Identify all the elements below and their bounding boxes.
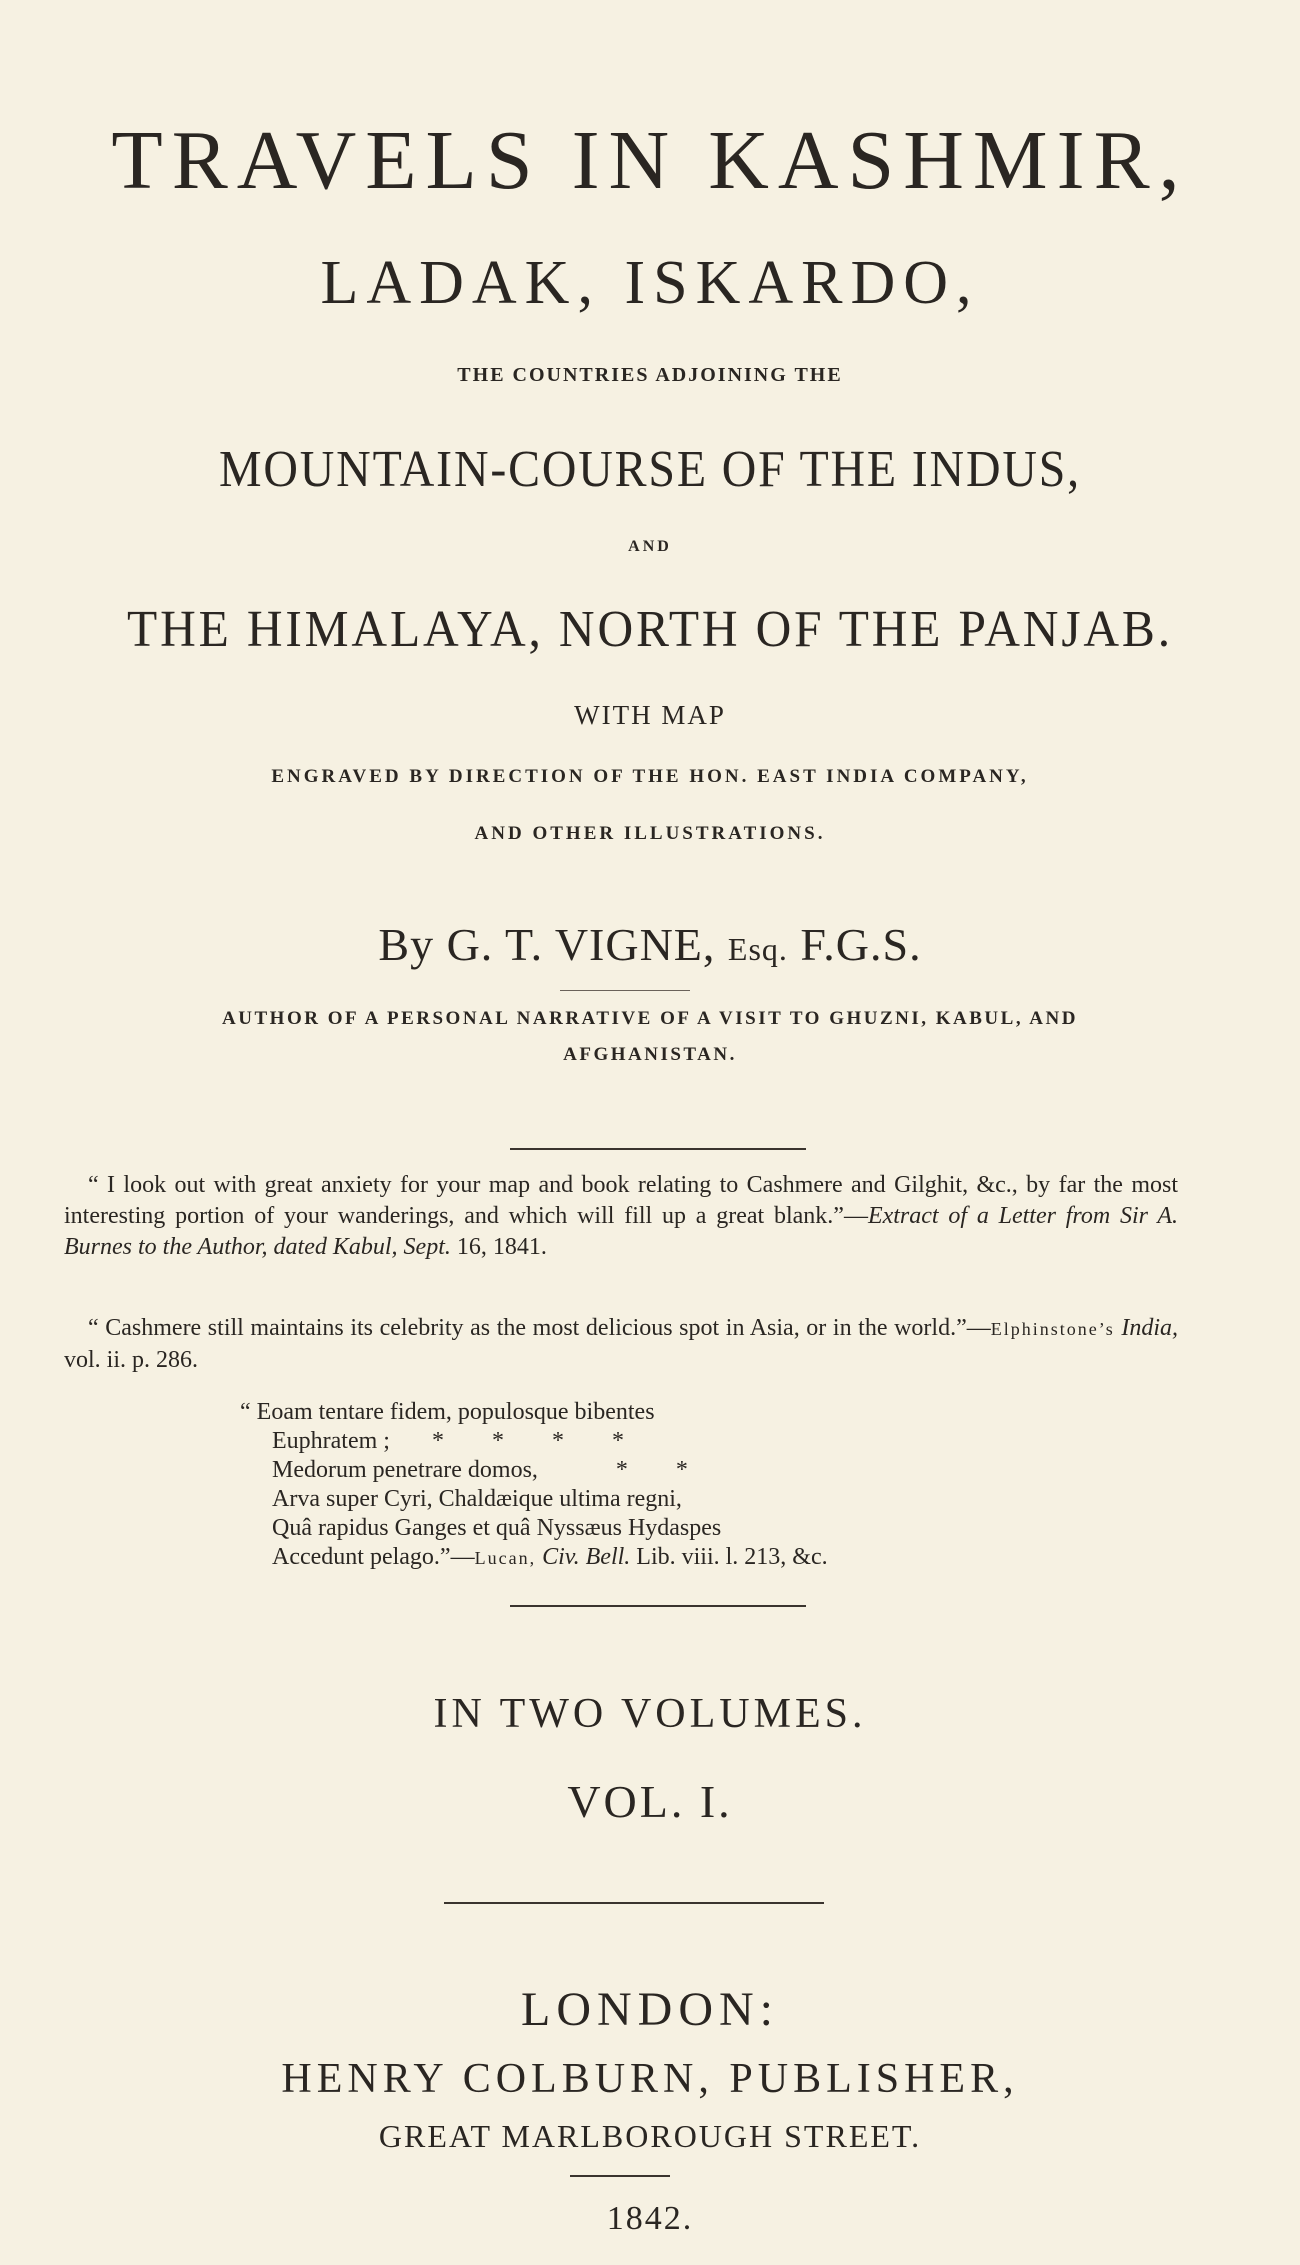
verse-line: Quâ rapidus Ganges et quâ Nyssæus Hydaspes bbox=[272, 1515, 722, 1541]
volume-rule bbox=[444, 1902, 824, 1904]
author-name: G. T. VIGNE, bbox=[446, 919, 716, 970]
subtitle-countries: THE COUNTRIES ADJOINING THE bbox=[457, 364, 843, 386]
quote-burnes-date: 16, 1841. bbox=[450, 1234, 547, 1260]
verse-last-work: Civ. Bell. bbox=[542, 1544, 631, 1570]
imprint-publisher: HENRY COLBURN, PUBLISHER, bbox=[281, 2056, 1019, 2102]
verse-last-line bbox=[272, 1543, 828, 1573]
subtitle-places: LADAK, ISKARDO, bbox=[320, 249, 980, 317]
quote-elphinstone bbox=[64, 1313, 1178, 1376]
quotes-bottom-rule bbox=[510, 1605, 806, 1607]
imprint-rule bbox=[570, 2175, 670, 2177]
verse-last-author: Lucan, bbox=[474, 1548, 537, 1568]
subtitle-himalaya: THE HIMALAYA, NORTH OF THE PANJAB. bbox=[127, 601, 1173, 658]
quote-burnes-source: Extract of a Letter from Sir A. Burnes to the Author, dated Kabul, Sept. bbox=[64, 1203, 1179, 1260]
author-by: By bbox=[378, 919, 435, 970]
verse-line: Arva super Cyri, Chaldæique ultima regni, bbox=[272, 1486, 682, 1512]
quotes-top-rule bbox=[510, 1148, 806, 1150]
author-credit-line2: AFGHANISTAN. bbox=[563, 1044, 737, 1065]
quote-elphinstone-work: India, bbox=[1121, 1315, 1179, 1341]
volumes-line: IN TWO VOLUMES. bbox=[433, 1691, 867, 1737]
subtitle-and: AND bbox=[628, 538, 672, 555]
volume-number: VOL. I. bbox=[567, 1776, 733, 1827]
imprint-city: LONDON: bbox=[521, 1983, 779, 2036]
main-title: TRAVELS IN KASHMIR, bbox=[111, 114, 1189, 207]
illustrations-line: AND OTHER ILLUSTRATIONS. bbox=[474, 823, 826, 844]
quote-elphinstone-text: “ Cashmere still maintains its celebrity as the most delicious spot in Asia, or in the world.”— bbox=[88, 1315, 991, 1341]
author-line bbox=[0, 918, 1300, 971]
quote-burnes-text: “ I look out with great anxiety for your map and book relating to Cashmere and Gilghit, &c., by far the most interesting portion of your wanderings, and which will fill up a great blank.”— bbox=[64, 1172, 1178, 1229]
verse-line: “ Eoam tentare fidem, populosque bibentes bbox=[240, 1399, 655, 1425]
quote-elphinstone-ref: vol. ii. p. 286. bbox=[64, 1347, 199, 1373]
quote-elphinstone-author: Elphinstone’s bbox=[990, 1319, 1115, 1339]
engraved-line: ENGRAVED BY DIRECTION OF THE HON. EAST INDIA COMPANY, bbox=[271, 766, 1029, 787]
verse-last-ref: Lib. viii. l. 213, &c. bbox=[630, 1544, 828, 1570]
verse-last-text: Accedunt pelago.”— bbox=[272, 1544, 475, 1570]
author-divider bbox=[560, 990, 690, 991]
author-credit-line1: AUTHOR OF A PERSONAL NARRATIVE OF A VISIT TO GHUZNI, KABUL, AND bbox=[222, 1008, 1078, 1029]
verse-line: Euphratem ; * * * * bbox=[272, 1428, 624, 1454]
with-map-line: WITH MAP bbox=[574, 700, 726, 730]
verse-line: Medorum penetrare domos, * * bbox=[272, 1457, 688, 1483]
quote-burnes bbox=[64, 1170, 1178, 1263]
imprint-street: GREAT MARLBOROUGH STREET. bbox=[378, 2118, 922, 2154]
author-esq: Esq. bbox=[727, 931, 788, 967]
subtitle-mountain-course: MOUNTAIN-COURSE OF THE INDUS, bbox=[219, 441, 1081, 498]
imprint-year: 1842. bbox=[606, 2200, 694, 2237]
author-fgs: F.G.S. bbox=[800, 919, 922, 970]
